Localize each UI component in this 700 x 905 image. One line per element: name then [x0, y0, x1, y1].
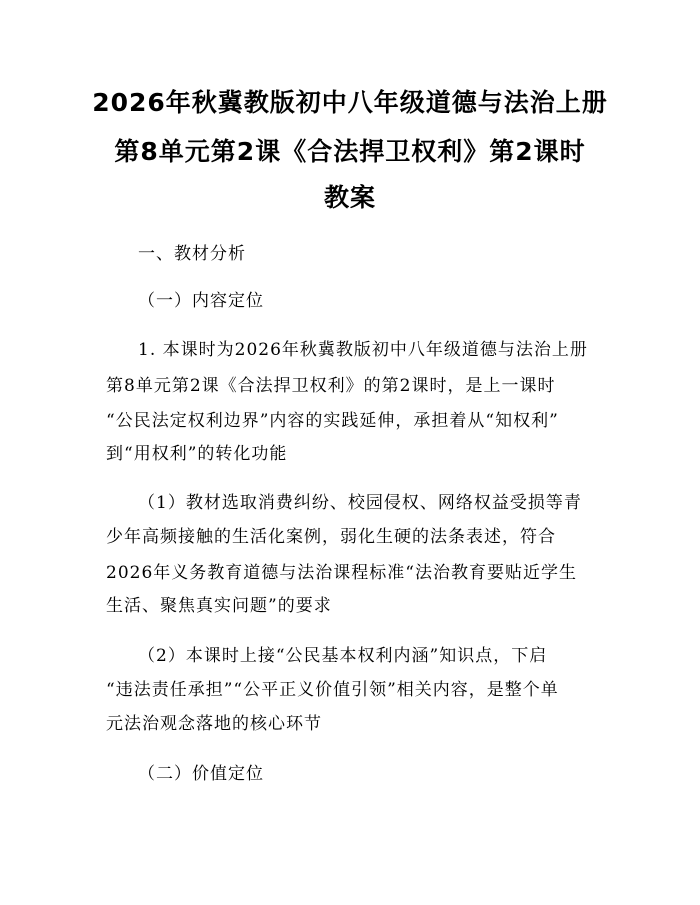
paragraph-line: （1）教材选取消费纠纷、校园侵权、网络权益受损等青: [138, 493, 582, 513]
paragraph-line: 第8单元第2课《合法捍卫权利》的第2课时，是上一课时: [106, 376, 556, 396]
subsection-heading: （一）内容定位: [138, 291, 264, 311]
paragraph-line: “违法责任承担”“公平正义价值引领”相关内容，是整个单: [106, 680, 559, 700]
paragraph-line: “公民法定权利边界”内容的实践延伸，承担着从“知权利”: [106, 411, 559, 431]
paragraph-line: 1. 本课时为2026年秋冀教版初中八年级道德与法治上册: [138, 340, 588, 360]
document-title-line-2: 第8单元第2课《合法捍卫权利》第2课时: [114, 137, 586, 166]
paragraph-line: （2）本课时上接“公民基本权利内涵”知识点，下启: [138, 646, 548, 666]
paragraph-line: 到“用权利”的转化功能: [106, 444, 288, 464]
document-title-line-1: 2026年秋冀教版初中八年级道德与法治上册: [92, 88, 608, 117]
document-title-line-3: 教案: [323, 183, 376, 212]
section-heading: 一、教材分析: [138, 244, 246, 264]
paragraph-line: 元法治观念落地的核心环节: [106, 714, 322, 734]
paragraph-line: 2026年义务教育道德与法治课程标准“法治教育要贴近学生: [106, 563, 577, 583]
subsection-heading: （二）价值定位: [138, 764, 264, 784]
paragraph-line: 少年高频接触的生活化案例，弱化生硬的法条表述，符合: [106, 527, 556, 547]
paragraph-line: 生活、聚焦真实问题”的要求: [106, 596, 332, 616]
